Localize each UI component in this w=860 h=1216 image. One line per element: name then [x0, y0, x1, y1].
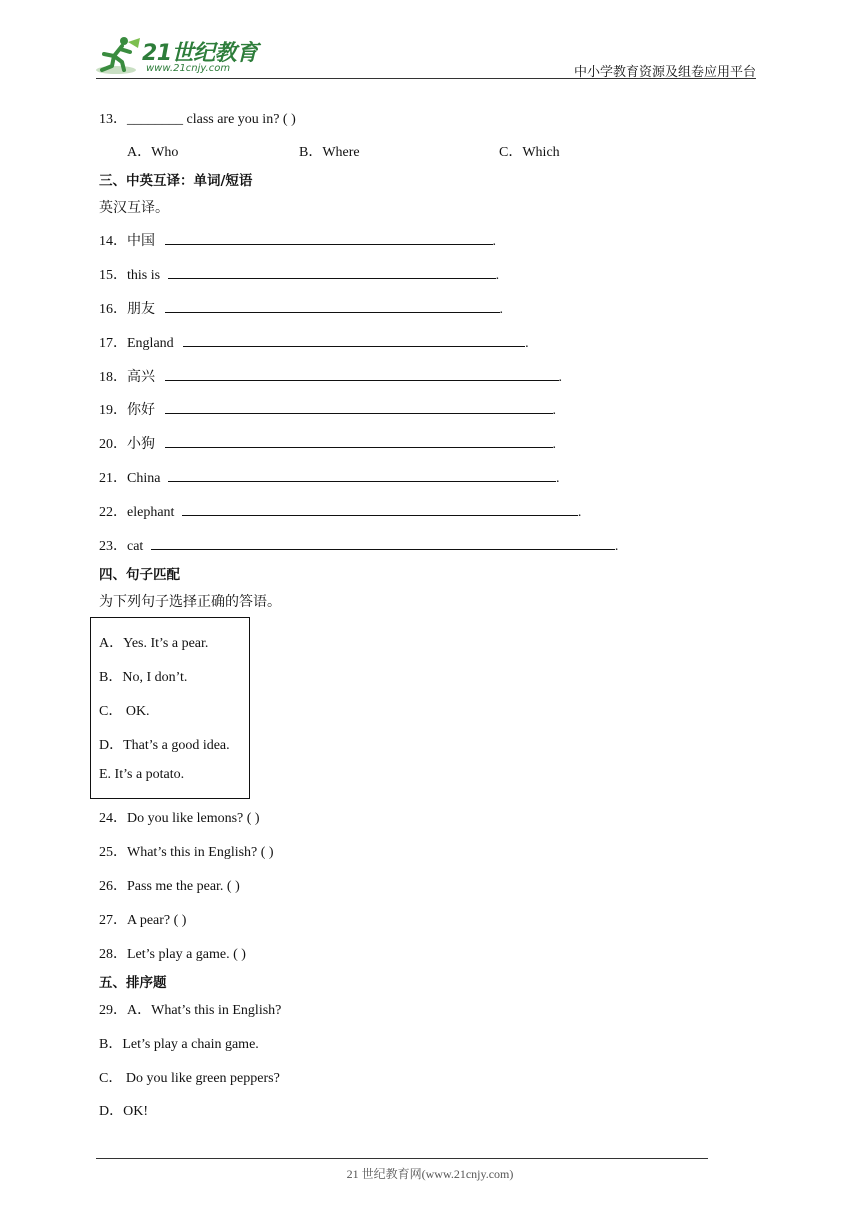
- choice-a: A．Yes. It’s a pear.: [99, 636, 209, 651]
- answer-blank[interactable]: [165, 399, 553, 414]
- item-number: 22．: [99, 505, 127, 520]
- choice-e: E. It’s a potato.: [99, 767, 185, 782]
- item-number: 19．: [99, 403, 127, 418]
- translation-item: 20．小狗 .: [99, 433, 556, 453]
- section-title: 四、句子匹配: [99, 567, 180, 583]
- section-instruction: 英汉互译。: [99, 201, 169, 216]
- item-number: 21．: [99, 471, 127, 486]
- item-number: 18．: [99, 370, 127, 385]
- header-divider: [96, 78, 756, 79]
- translation-item: 16．朋友 .: [99, 298, 503, 318]
- translation-item: 21．China .: [99, 467, 559, 487]
- option-c: C．Which: [499, 145, 560, 160]
- runner-logo-icon: [94, 34, 144, 76]
- matching-question: [99, 807, 260, 827]
- choice-b: B．No, I don’t.: [99, 670, 188, 685]
- translation-item: 14．中国 .: [99, 230, 496, 250]
- sort-line-1: 29．A．What’s this in English?: [99, 1003, 282, 1018]
- item-number: 20．: [99, 437, 127, 452]
- footer-text: 21 世纪教育网(www.21cnjy.com): [346, 1167, 514, 1181]
- answer-blank[interactable]: [168, 467, 556, 482]
- question-number: 13．: [99, 112, 127, 127]
- sort-line-4: D．OK!: [99, 1104, 148, 1119]
- translation-item: 23．cat .: [99, 535, 618, 555]
- section-title: 三、中英互译：单词/短语: [99, 173, 253, 189]
- question-text: Pass me the pear. ( ): [127, 879, 240, 894]
- section-instruction: 为下列句子选择正确的答语。: [99, 595, 281, 610]
- footer-divider: [96, 1158, 708, 1159]
- question-13: [99, 108, 296, 128]
- item-word: 小狗: [127, 437, 155, 452]
- answer-blank[interactable]: [182, 501, 578, 516]
- item-word: 中国: [127, 234, 155, 249]
- question-text: ________ class are you in? ( ): [127, 112, 296, 127]
- item-word: 朋友: [127, 302, 155, 317]
- question-text: Do you like lemons? ( ): [127, 811, 260, 826]
- answer-blank[interactable]: [151, 535, 615, 550]
- item-word: cat: [127, 539, 144, 554]
- matching-question: [99, 909, 186, 929]
- section-title: 五、排序题: [99, 975, 167, 991]
- answer-blank[interactable]: [168, 264, 496, 279]
- question-text: What’s this in English? ( ): [127, 845, 274, 860]
- question-number: 24．: [99, 811, 127, 826]
- translation-item: 18．高兴 .: [99, 366, 562, 386]
- question-number: 28．: [99, 947, 127, 962]
- logo-url: www.21cnjy.com: [146, 63, 231, 74]
- translation-item: 22．elephant .: [99, 501, 581, 521]
- answer-blank[interactable]: [165, 366, 559, 381]
- item-number: 14．: [99, 234, 127, 249]
- question-text: Let’s play a game. ( ): [127, 947, 246, 962]
- choice-d: D．That’s a good idea.: [99, 738, 230, 753]
- answer-blank[interactable]: [165, 230, 493, 245]
- option-a: A．Who: [127, 145, 179, 160]
- item-number: 16．: [99, 302, 127, 317]
- item-word: this is: [127, 268, 161, 283]
- site-logo: [94, 34, 264, 78]
- matching-question: [99, 875, 240, 895]
- sort-line-3: C． Do you like green peppers?: [99, 1071, 280, 1086]
- matching-question: [99, 943, 246, 963]
- question-number: 26．: [99, 879, 127, 894]
- matching-question: [99, 841, 274, 861]
- answer-blank[interactable]: [165, 433, 553, 448]
- item-number: 17．: [99, 336, 127, 351]
- logo-text: 21世纪教育: [142, 41, 258, 66]
- item-number: 15．: [99, 268, 127, 283]
- question-number: 27．: [99, 913, 127, 928]
- translation-item: 19．你好 .: [99, 399, 556, 419]
- item-word: 高兴: [127, 370, 155, 385]
- item-word: China: [127, 471, 161, 486]
- question-text: A pear? ( ): [127, 913, 187, 928]
- answer-blank[interactable]: [165, 298, 500, 313]
- sort-line-2: B．Let’s play a chain game.: [99, 1037, 259, 1052]
- header-platform-name: 中小学教育资源及组卷应用平台: [574, 64, 757, 79]
- answer-blank[interactable]: [183, 332, 525, 347]
- item-word: England: [127, 336, 174, 351]
- option-b: B．Where: [299, 145, 360, 160]
- question-number: 25．: [99, 845, 127, 860]
- translation-item: 15．this is .: [99, 264, 499, 284]
- translation-item: 17．England .: [99, 332, 529, 352]
- item-word: 你好: [127, 403, 155, 418]
- item-number: 23．: [99, 539, 127, 554]
- item-word: elephant: [127, 505, 175, 520]
- choice-c: C． OK.: [99, 704, 150, 719]
